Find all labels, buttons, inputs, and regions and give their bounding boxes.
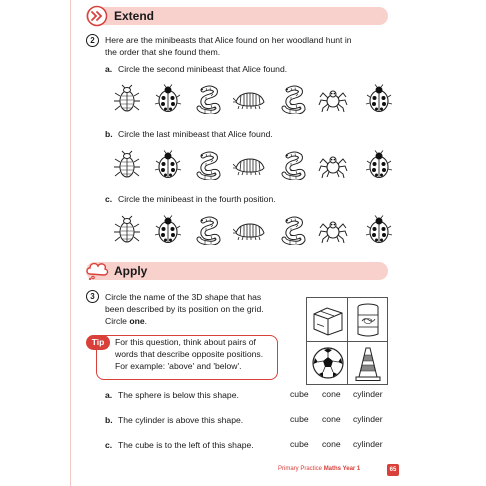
ladybird-icon[interactable] (153, 215, 183, 250)
ladybird-icon[interactable] (153, 150, 183, 185)
ladybird-icon[interactable] (153, 84, 183, 119)
q2c-text: Circle the minibeast in the fourth position. (118, 194, 276, 204)
q3b-letter: b. (105, 415, 113, 425)
traffic-cone-icon (353, 345, 383, 383)
q2-intro-line1: Here are the minibeasts that Alice found on her woodland hunt in (105, 35, 352, 45)
tip-badge: Tip (86, 335, 110, 350)
snake-icon[interactable] (194, 84, 224, 119)
q3a-letter: a. (105, 390, 113, 400)
q3a-option-cone[interactable]: cone (322, 389, 341, 399)
woodlouse-icon[interactable] (233, 150, 267, 185)
snake-icon[interactable] (279, 215, 309, 250)
snake-icon[interactable] (279, 84, 309, 119)
grid-divider-h (307, 341, 387, 342)
box-icon (311, 303, 345, 337)
footer-title (278, 466, 360, 472)
q3-line2: been described by its position on the grid. (105, 304, 264, 314)
q3a-option-cylinder[interactable]: cylinder (353, 389, 383, 399)
left-stripe (70, 0, 71, 486)
minibeast-row-b (112, 150, 392, 180)
footer-title-bold: Maths Year 1 (323, 466, 361, 472)
spider-icon[interactable] (318, 215, 348, 250)
apply-title: Apply (114, 264, 148, 278)
q3b-option-cone[interactable]: cone (322, 414, 341, 424)
jar-icon (353, 301, 383, 339)
q3c-text: The cube is to the left of this shape. (118, 440, 254, 450)
ladybird-icon[interactable] (364, 215, 394, 250)
ladybird-icon[interactable] (364, 84, 394, 119)
footer-title-pre: Primary Practice (278, 466, 324, 472)
q3-line3-bold: one (129, 316, 145, 326)
ladybird-icon[interactable] (364, 150, 394, 185)
snake-icon[interactable] (194, 150, 224, 185)
woodlouse-icon[interactable] (233, 215, 267, 250)
beetle-icon[interactable] (112, 84, 142, 119)
beetle-icon[interactable] (112, 215, 142, 250)
q3-line3 (105, 315, 147, 327)
snake-icon[interactable] (279, 150, 309, 185)
q3-line3-post: . (144, 316, 148, 326)
shape-grid (306, 297, 388, 385)
q2b-text: Circle the last minibeast that Alice found. (118, 129, 273, 139)
football-icon (311, 346, 345, 380)
snake-icon[interactable] (194, 215, 224, 250)
tip-line3: For example: 'above' and 'below'. (115, 361, 242, 371)
q2b-letter: b. (105, 129, 113, 139)
spider-icon[interactable] (318, 150, 348, 185)
woodlouse-icon[interactable] (233, 84, 267, 119)
q3b-text: The cylinder is above this shape. (118, 415, 244, 425)
question-number-2: 2 (86, 34, 99, 47)
tip-line1: For this question, think about pairs of (115, 337, 256, 347)
tip-line2: words that describe opposite positions. (115, 349, 264, 359)
q2-intro-line2: the order that she found them. (105, 47, 221, 57)
q3c-option-cone[interactable]: cone (322, 439, 341, 449)
q3b-option-cylinder[interactable]: cylinder (353, 414, 383, 424)
beetle-icon[interactable] (112, 150, 142, 185)
q3-line3-pre: Circle (105, 316, 130, 326)
q2a-text: Circle the second minibeast that Alice found. (118, 64, 288, 74)
q3c-letter: c. (105, 440, 113, 450)
minibeast-row-a (112, 84, 392, 114)
q3-line1: Circle the name of the 3D shape that has (105, 292, 262, 302)
page-number: 65 (387, 464, 399, 476)
q3c-option-cube[interactable]: cube (290, 439, 309, 449)
question-number-3: 3 (86, 290, 99, 303)
spider-icon[interactable] (318, 84, 348, 119)
q2a-letter: a. (105, 64, 113, 74)
extend-title: Extend (114, 9, 155, 23)
q3b-option-cube[interactable]: cube (290, 414, 309, 424)
q3c-option-cylinder[interactable]: cylinder (353, 439, 383, 449)
double-chevron-icon (86, 5, 108, 27)
q3a-option-cube[interactable]: cube (290, 389, 309, 399)
q2c-letter: c. (105, 194, 113, 204)
q3a-text: The sphere is below this shape. (118, 390, 239, 400)
minibeast-row-c (112, 215, 392, 245)
cloud-icon (84, 258, 110, 280)
